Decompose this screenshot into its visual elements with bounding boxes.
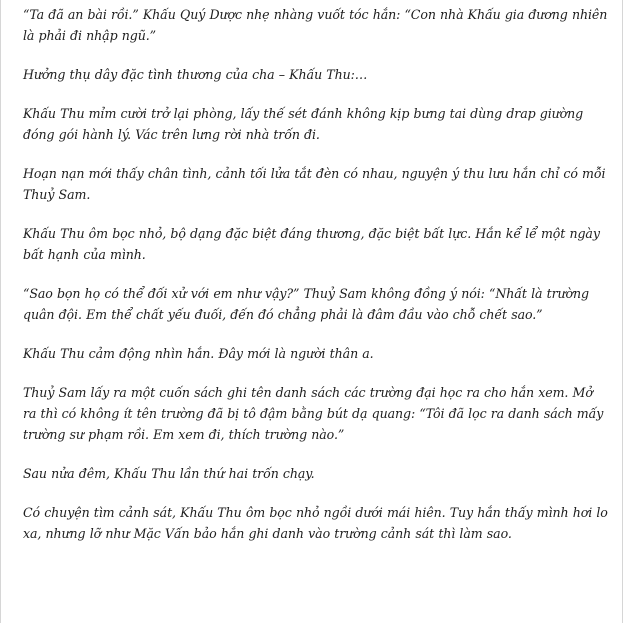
paragraph-gap bbox=[23, 265, 608, 283]
paragraph-2: Hưởng thụ dây đặc tình thương của cha – Khấu Thu:… bbox=[23, 67, 368, 82]
paragraph-gap bbox=[23, 364, 608, 382]
paragraph-7: Khấu Thu cảm động nhìn hắn. Đây mới là người thân a. bbox=[23, 346, 374, 361]
paragraph-1: “Ta đã an bài rồi.” Khấu Quý Dược nhẹ nhàng vuốt tóc hắn: “Con nhà Khấu gia đương nhiên là phải đi nhập ngũ.” bbox=[23, 7, 608, 43]
paragraph-10: Có chuyện tìm cảnh sát, Khấu Thu ôm bọc nhỏ ngồi dưới mái hiên. Tuy hắn thấy mình hơi lo xa, nhưng lỡ như Mặc Vấn bảo hắn ghi danh vào trường cảnh sát thì làm sao. bbox=[23, 505, 608, 541]
paragraph-gap bbox=[23, 325, 608, 343]
paragraph-8: Thuỷ Sam lấy ra một cuốn sách ghi tên danh sách các trường đại học ra cho hắn xem. Mở ra thì có không ít tên trường đã bị tô đậm bằng bút dạ quang: “Tôi đã lọc ra danh sách mấy trường sư phạm rồi. Em xem đi, thích trường nào.” bbox=[23, 385, 604, 442]
paragraph-gap bbox=[23, 145, 608, 163]
paragraph-4: Hoạn nạn mới thấy chân tình, cảnh tối lửa tắt đèn có nhau, nguyện ý thu lưu hắn chỉ có mỗi Thuỷ Sam. bbox=[23, 166, 606, 202]
paragraph-gap bbox=[23, 484, 608, 502]
paragraph-5: Khấu Thu ôm bọc nhỏ, bộ dạng đặc biệt đáng thương, đặc biệt bất lực. Hắn kể lể một ngày bất hạnh của mình. bbox=[23, 226, 600, 262]
paragraph-9: Sau nửa đêm, Khấu Thu lần thứ hai trốn chạy. bbox=[23, 466, 315, 481]
paragraph-3: Khấu Thu mỉm cười trở lại phòng, lấy thế sét đánh không kịp bưng tai dùng drap giường đóng gói hành lý. Vác trên lưng rời nhà trốn đi. bbox=[23, 106, 584, 142]
paragraph-6: “Sao bọn họ có thể đối xử với em như vậy?” Thuỷ Sam không đồng ý nói: “Nhất là trường quân đội. Em thể chất yếu đuối, đến đó chẳng phải là đâm đầu vào chỗ chết sao.” bbox=[23, 286, 589, 322]
paragraph-gap bbox=[23, 85, 608, 103]
paragraph-gap bbox=[23, 46, 608, 64]
paragraph-gap bbox=[23, 205, 608, 223]
paragraph-gap bbox=[23, 445, 608, 463]
